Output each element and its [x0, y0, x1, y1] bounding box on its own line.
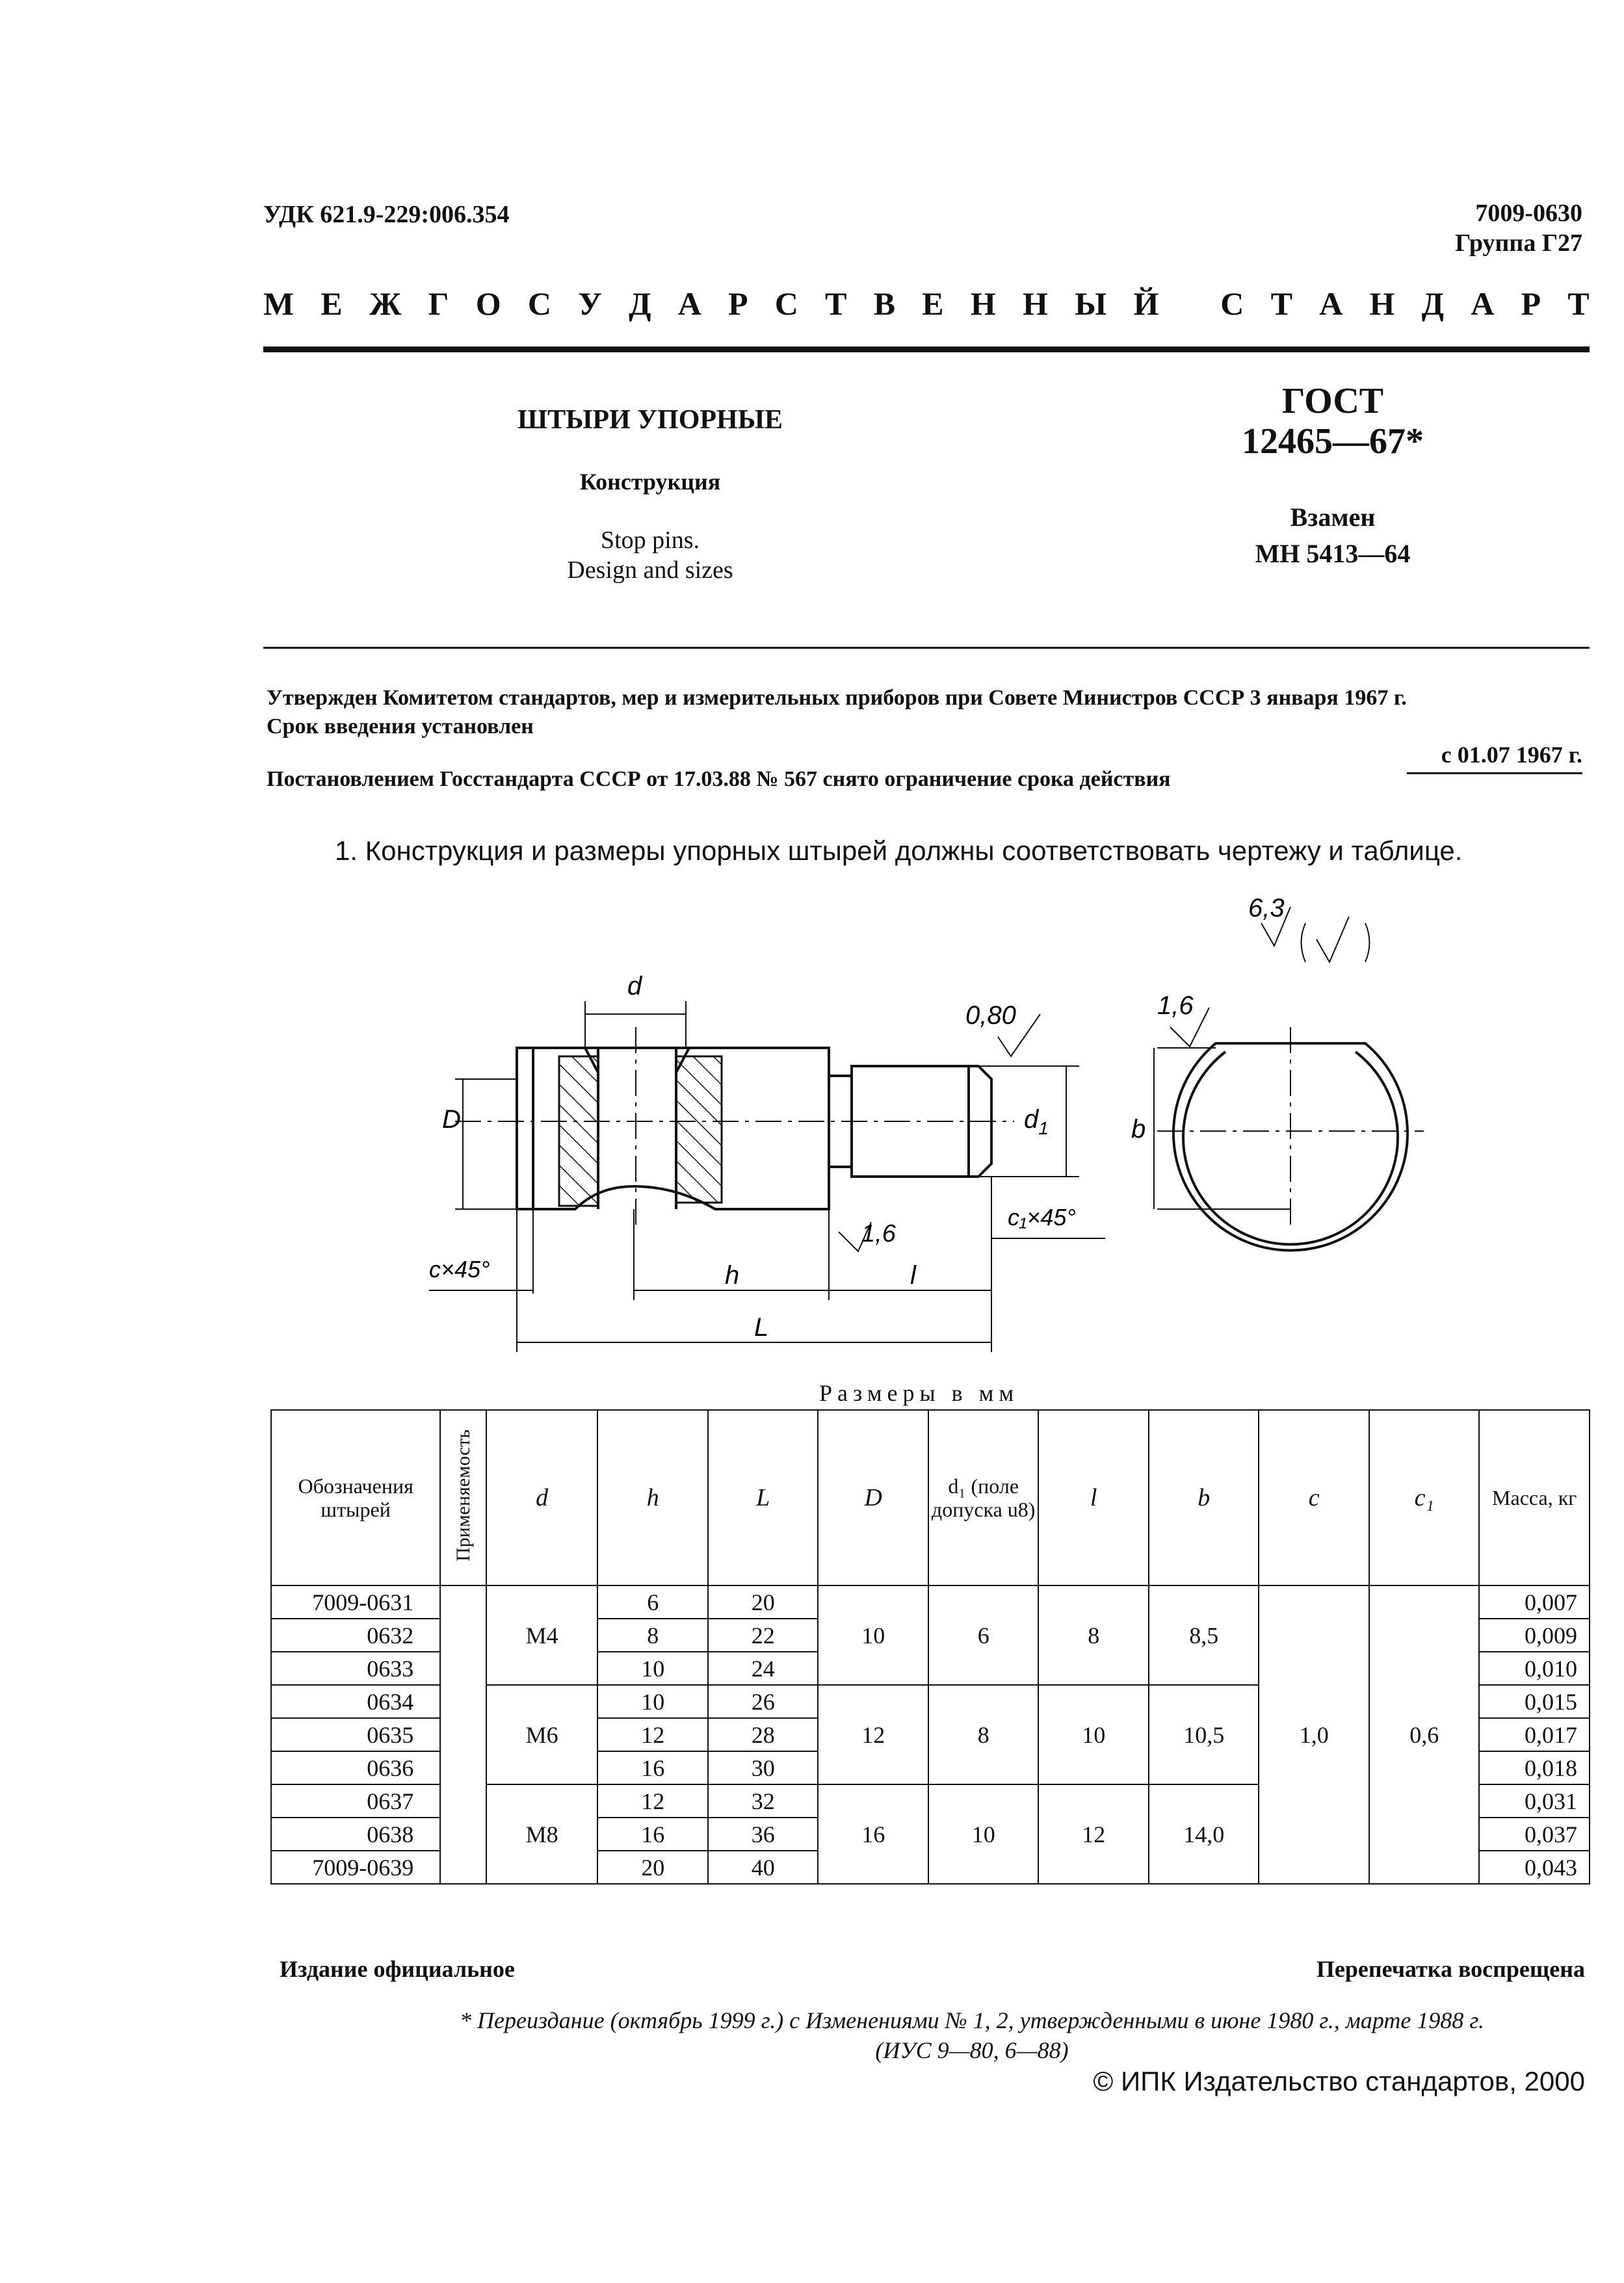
- english-title-line: Stop pins.: [600, 527, 700, 554]
- approval-line: Утвержден Комитетом стандартов, мер и измерительных приборов при Совете Министров СССР 3 января 1967 г.: [267, 686, 1407, 710]
- roughness-face: 1,6: [861, 1220, 896, 1247]
- dim-D-label: D: [442, 1105, 461, 1134]
- cell-mass: 0,018: [1479, 1751, 1590, 1784]
- cell-L: 20: [708, 1585, 819, 1619]
- col-h: h: [597, 1410, 708, 1585]
- cell-h: 12: [597, 1784, 708, 1818]
- banner-letter: Н: [1022, 285, 1048, 322]
- col-b: b: [1149, 1410, 1259, 1585]
- cell-mass: 0,043: [1479, 1851, 1590, 1884]
- cell-name: 0634: [271, 1685, 440, 1718]
- banner-letter: С: [527, 285, 551, 322]
- cell-h: 20: [597, 1851, 708, 1884]
- dim-d1-subscript: 1: [1038, 1118, 1049, 1138]
- decree-text: Постановлением Госстандарта СССР от 17.03.88 № 567 снято ограничение срока действия: [267, 767, 1171, 791]
- chamfer-c1-label: c₁×45°: [1008, 1204, 1076, 1231]
- approval-text: [267, 684, 1590, 741]
- table-header-row: [271, 1410, 1590, 1585]
- document-title: ШТЫРИ УПОРНЫЕ: [517, 405, 783, 435]
- banner-letter: Г: [428, 285, 449, 322]
- document-subtitle: Конструкция: [579, 469, 721, 495]
- intro-label: Срок введения установлен: [267, 714, 534, 738]
- cell-name: 0636: [271, 1751, 440, 1784]
- code-number: 7009-0630: [1475, 200, 1582, 227]
- cell-name: 0637: [271, 1784, 440, 1818]
- banner-letter: Р: [728, 285, 748, 322]
- col-mass: Масса, кг: [1479, 1410, 1590, 1585]
- banner-letter: Е: [321, 285, 343, 322]
- header-rule: [263, 346, 1590, 352]
- document-code: [1455, 198, 1582, 258]
- copyright: © ИПК Издательство стандартов, 2000: [1093, 2066, 1585, 2096]
- banner-letter: Н: [1369, 285, 1395, 322]
- paragraph-1: 1. Конструкция и размеры упорных штырей должны соответствовать чертежу и таблице.: [335, 835, 1463, 866]
- banner-letter: Д: [1421, 285, 1445, 322]
- banner-letter: Р: [1521, 285, 1541, 322]
- cell-c: 1,0: [1259, 1585, 1369, 1884]
- cell-h: 16: [597, 1751, 708, 1784]
- cell-l: 8: [1038, 1585, 1149, 1685]
- cell-h: 12: [597, 1718, 708, 1751]
- cell-name: 7009-0639: [271, 1851, 440, 1884]
- cell-mass: 0,037: [1479, 1818, 1590, 1851]
- pin-end-view: [1154, 1027, 1424, 1250]
- col-name: Обозначения штырей: [271, 1410, 440, 1585]
- reissue-line: * Переиздание (октябрь 1999 г.) с Изменениями № 1, 2, утвержденными в июне 1980 г., марте 1988 г.: [460, 2007, 1484, 2033]
- cell-h: 10: [597, 1685, 708, 1718]
- col-c: c: [1259, 1410, 1369, 1585]
- table-row: [271, 1585, 1590, 1619]
- banner-letter: Т: [1567, 285, 1590, 322]
- cell-name: 0635: [271, 1718, 440, 1751]
- gost-label: ГОСТ: [1281, 381, 1384, 421]
- cell-name: 0632: [271, 1619, 440, 1652]
- dim-l-label: l: [910, 1261, 916, 1290]
- dim-h-label: h: [725, 1261, 740, 1290]
- group-label: Группа Г27: [1455, 229, 1582, 257]
- udc-code: УДК 621.9-229:006.354: [263, 201, 510, 228]
- banner-letter: Е: [922, 285, 944, 322]
- official-edition: Издание официальное: [280, 1956, 515, 1982]
- cell-d: M8: [486, 1784, 598, 1884]
- dim-d1-letter: d: [1024, 1105, 1039, 1134]
- cell-h: 10: [597, 1652, 708, 1685]
- col-c1: c₁: [1369, 1410, 1480, 1585]
- banner-letter: В: [873, 285, 896, 322]
- cell-mass: 0,015: [1479, 1685, 1590, 1718]
- banner-letter: У: [578, 285, 602, 322]
- cell-applic: [440, 1585, 486, 1884]
- dim-b-label: b: [1131, 1115, 1146, 1143]
- cell-D: 12: [818, 1685, 928, 1784]
- banner-letter: Й: [1133, 285, 1159, 322]
- col-l: l: [1038, 1410, 1149, 1585]
- intro-date-underline: [1407, 772, 1582, 774]
- dim-d-label: d: [627, 972, 642, 1000]
- english-title-line: Design and sizes: [567, 556, 733, 584]
- cell-L: 36: [708, 1818, 819, 1851]
- banner-letter: Ж: [369, 285, 402, 322]
- cell-h: 8: [597, 1619, 708, 1652]
- cell-d1: 6: [928, 1585, 1039, 1685]
- banner-letter: Т: [1270, 285, 1292, 322]
- gost-code: 12465—67*: [1242, 421, 1424, 462]
- replaces-code: МН 5413—64: [1255, 539, 1411, 568]
- dim-d1-label: [1024, 1105, 1049, 1138]
- banner-letter: М: [263, 285, 295, 322]
- banner-letter: А: [1319, 285, 1343, 322]
- reissue-line: (ИУС 9—80, 6—88): [875, 2037, 1069, 2063]
- banner-letter: Т: [825, 285, 847, 322]
- replaces-block: [1209, 499, 1456, 572]
- cell-mass: 0,009: [1479, 1619, 1590, 1652]
- table-caption: Размеры в мм: [819, 1380, 1019, 1406]
- cell-L: 22: [708, 1619, 819, 1652]
- cell-mass: 0,007: [1479, 1585, 1590, 1619]
- col-d1: d₁ (поле допуска u8): [928, 1410, 1039, 1585]
- title-rule: [263, 647, 1590, 649]
- cell-h: 6: [597, 1585, 708, 1619]
- cell-mass: 0,017: [1479, 1718, 1590, 1751]
- banner-letter: О: [475, 285, 501, 322]
- col-applic: [440, 1410, 486, 1585]
- replaces-label: Взамен: [1290, 502, 1376, 532]
- cell-L: 28: [708, 1718, 819, 1751]
- pin-drawing: [0, 884, 1624, 1378]
- col-d: d: [486, 1410, 598, 1585]
- banner-letter: Д: [629, 285, 651, 322]
- reissue-note: [364, 2005, 1580, 2065]
- english-title: [455, 525, 845, 585]
- roughness-d1: 0,80: [965, 1001, 1016, 1030]
- cell-mass: 0,031: [1479, 1784, 1590, 1818]
- banner-letter: С: [1220, 285, 1244, 322]
- cell-name: 7009-0631: [271, 1585, 440, 1619]
- cell-D: 16: [818, 1784, 928, 1884]
- cell-d1: 10: [928, 1784, 1039, 1884]
- banner-letter: С: [774, 285, 798, 322]
- cell-L: 24: [708, 1652, 819, 1685]
- banner-letter: А: [677, 285, 701, 322]
- pin-side-view: [455, 1027, 1014, 1229]
- cell-L: 32: [708, 1784, 819, 1818]
- dim-L-label: L: [754, 1313, 769, 1342]
- intro-date: с 01.07 1967 г.: [1441, 742, 1582, 768]
- cell-b: 10,5: [1149, 1685, 1259, 1784]
- cell-l: 10: [1038, 1685, 1149, 1784]
- cell-h: 16: [597, 1818, 708, 1851]
- cell-b: 8,5: [1149, 1585, 1259, 1685]
- dimensions-table: [270, 1409, 1590, 1885]
- cell-L: 26: [708, 1685, 819, 1718]
- cell-c1: 0,6: [1369, 1585, 1480, 1884]
- cell-name: 0633: [271, 1652, 440, 1685]
- col-D: D: [818, 1410, 928, 1585]
- standard-banner: [263, 285, 1590, 322]
- banner-letter: Ы: [1075, 285, 1107, 322]
- col-applic-label: Применяемость: [452, 1429, 474, 1562]
- cell-l: 12: [1038, 1784, 1149, 1884]
- chamfer-c-label: c×45°: [429, 1256, 490, 1283]
- banner-gap: [1186, 285, 1194, 322]
- cell-L: 40: [708, 1851, 819, 1884]
- cell-d: M4: [486, 1585, 598, 1685]
- col-L: L: [708, 1410, 819, 1585]
- banner-letter: А: [1471, 285, 1495, 322]
- banner-letter: Н: [970, 285, 996, 322]
- cell-D: 10: [818, 1585, 928, 1685]
- cell-L: 30: [708, 1751, 819, 1784]
- cell-d1: 8: [928, 1685, 1039, 1784]
- cell-d: M6: [486, 1685, 598, 1784]
- reprint-prohibited: Перепечатка воспрещена: [1316, 1956, 1585, 1982]
- roughness-b: 1,6: [1157, 991, 1194, 1020]
- cell-name: 0638: [271, 1818, 440, 1851]
- cell-mass: 0,010: [1479, 1652, 1590, 1685]
- cell-b: 14,0: [1149, 1784, 1259, 1884]
- gost-number: [1209, 381, 1456, 462]
- roughness-general: 6,3: [1248, 894, 1285, 922]
